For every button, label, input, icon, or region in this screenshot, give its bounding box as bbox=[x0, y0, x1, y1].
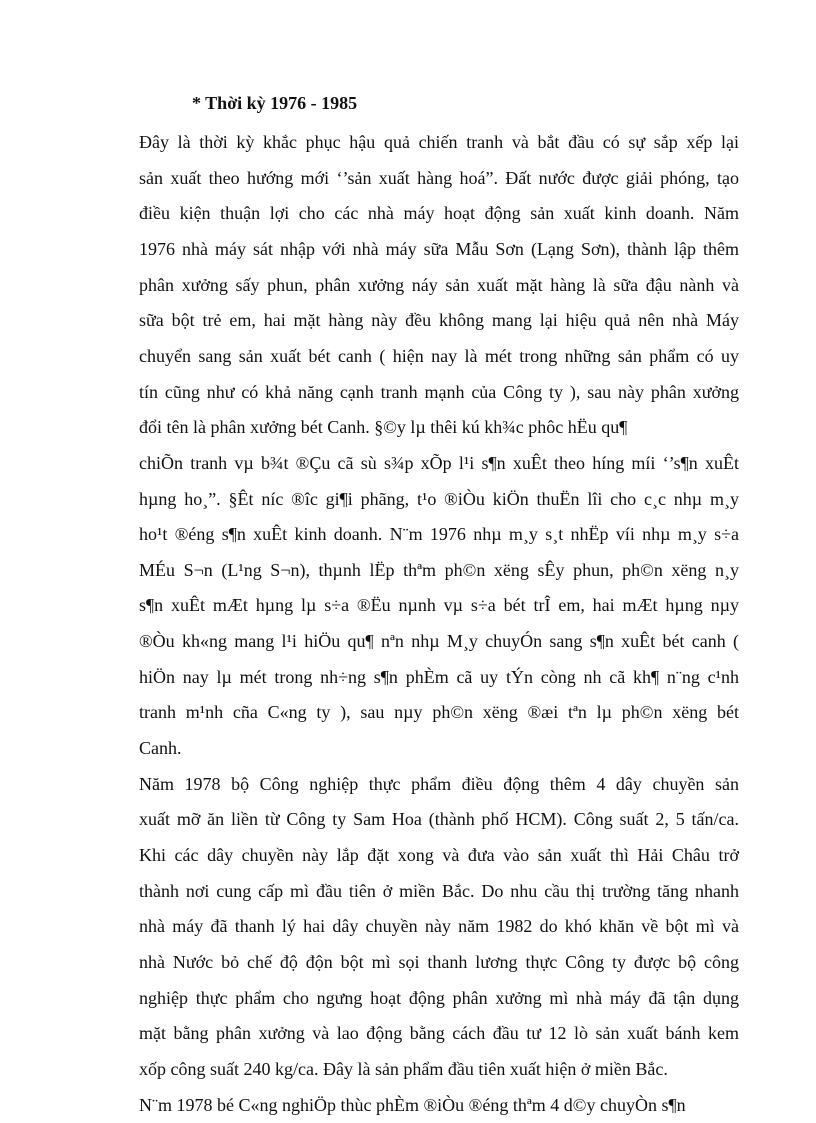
text-line: MÉu S¬n (L¹ng S¬n), thµnh lËp thªm ph©n xëng sÊy phun, ph©n xëng n¸y bbox=[139, 560, 739, 580]
text-line: nhà máy đã thanh lý hai dây chuyền này năm 1982 do khó khăn về bột mì và bbox=[139, 916, 739, 936]
text-line: nhà Nước bỏ chế độ độn bột mì sọi thanh lương thực Công ty được bộ công bbox=[139, 952, 739, 972]
text-line: chuyển sang sản xuất bét canh ( hiện nay là mét trong những sản phẩm có uy bbox=[139, 346, 739, 366]
text-line: tín cũng như có khả năng cạnh tranh mạnh của Công ty ), sau này phân xưởng bbox=[139, 382, 739, 402]
text-line: sữa bột trẻ em, hai mặt hàng này đều không mang lại hiệu quả nên nhà Máy bbox=[139, 310, 739, 330]
text-line: 1976 nhà máy sát nhập với nhà máy sữa Mẫu Sơn (Lạng Sơn), thành lập thêm bbox=[139, 239, 739, 259]
section-heading: * Thời kỳ 1976 - 1985 bbox=[192, 93, 358, 113]
text-line: s¶n xuÊt mÆt hµng lµ s÷a ®Ëu nµnh vµ s÷a bét trÎ em, hai mÆt hµng nµy bbox=[139, 595, 739, 615]
text-line: ho¹t ®éng s¶n xuÊt kinh doanh. N¨m 1976 nhµ m¸y s¸t nhËp víi nhµ m¸y s÷a bbox=[139, 524, 739, 544]
text-line: chiÕn tranh vµ b¾t ®Çu cã sù s¾p xÕp l¹i s¶n xuÊt theo híng míi ‘’s¶n xuÊt bbox=[139, 453, 739, 473]
text-line: thành nơi cung cấp mì đầu tiên ở miền Bắc. Do nhu cầu thị trường tăng nhanh bbox=[139, 881, 739, 901]
text-line: Khi các dây chuyền này lắp đặt xong và đưa vào sản xuất thì Hải Châu trở bbox=[139, 845, 739, 865]
text-line: nghiệp thực phẩm cho ngưng hoạt động phân xưởng mì nhà máy đã tận dụng bbox=[139, 988, 739, 1008]
text-line: xuất mỡ ăn liền từ Công ty Sam Hoa (thành phố HCM). Công suất 2, 5 tấn/ca. bbox=[139, 809, 739, 829]
text-line: đổi tên là phân xưởng bét Canh. §©y lµ thêi kú kh¾c phôc hËu qu¶ bbox=[139, 417, 628, 437]
text-line: điều kiện thuận lợi cho các nhà máy hoạt động sản xuất kinh doanh. Năm bbox=[139, 203, 739, 223]
text-line: sản xuất theo hướng mới ‘’sản xuất hàng hoá”. Đất nước được giải phóng, tạo bbox=[139, 168, 739, 188]
text-line: Đây là thời kỳ khắc phục hậu quả chiến tranh và bắt đầu có sự sắp xếp lại bbox=[139, 132, 739, 152]
text-line: xốp công suất 240 kg/ca. Đây là sản phẩm đầu tiên xuất hiện ở miền Bắc. bbox=[139, 1059, 668, 1079]
text-line: Canh. bbox=[139, 738, 182, 758]
text-line: Năm 1978 bộ Công nghiệp thực phẩm điều động thêm 4 dây chuyền sản bbox=[139, 774, 739, 794]
text-line: N¨m 1978 bé C«ng nghiÖp thùc phÈm ®iÒu ®éng thªm 4 d©y chuyÒn s¶n bbox=[139, 1095, 686, 1115]
text-line: tranh m¹nh cña C«ng ty ), sau nµy ph©n xëng ®æi tªn lµ ph©n xëng bét bbox=[139, 702, 739, 722]
text-line: hµng ho¸”. §Êt níc ®îc gi¶i phãng, t¹o ®iÒu kiÖn thuËn lîi cho c¸c nhµ m¸y bbox=[139, 489, 739, 509]
text-line: ®Òu kh«ng mang l¹i hiÖu qu¶ nªn nhµ M¸y chuyÓn sang s¶n xuÊt bét canh ( bbox=[139, 631, 739, 651]
text-line: hiÖn nay lµ mét trong nh÷ng s¶n phÈm cã uy tÝn còng nh cã kh¶ n¨ng c¹nh bbox=[139, 667, 739, 687]
text-line: phân xưởng sấy phun, phân xưởng náy sản xuất mặt hàng là sữa đậu nành và bbox=[139, 275, 739, 295]
text-line: mặt bằng phân xưởng và lao động bằng cách đầu tư 12 lò sản xuất bánh kem bbox=[139, 1023, 739, 1043]
